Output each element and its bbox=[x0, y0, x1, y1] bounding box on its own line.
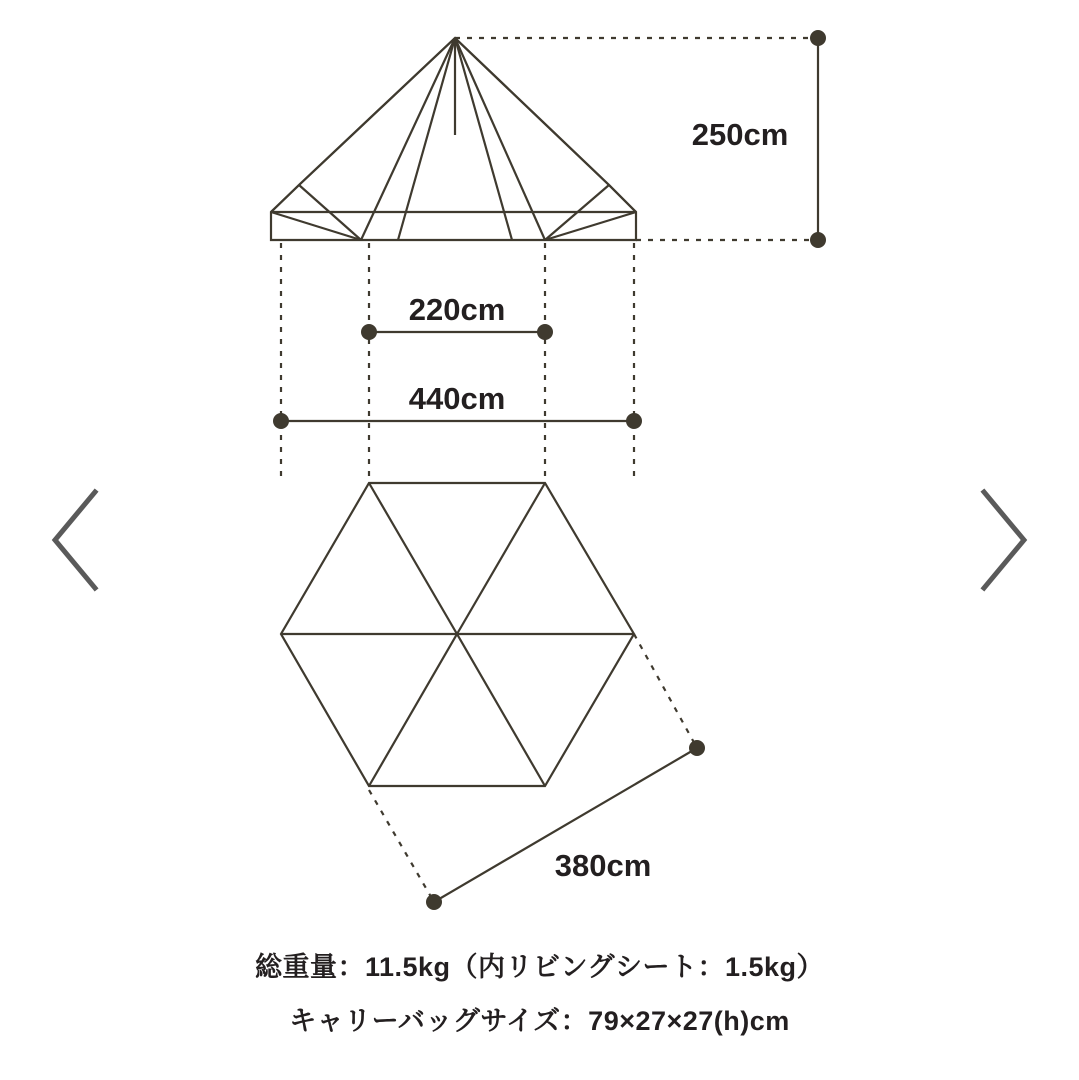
dimension-endpoint-dot bbox=[810, 30, 826, 46]
tent-floorplan-hexagon bbox=[281, 483, 634, 786]
carry-bag-size-caption: キャリーバッグサイズ：79×27×27(h)cm bbox=[289, 1006, 790, 1037]
dimension-endpoint-dot bbox=[537, 324, 553, 340]
dimension-endpoint-dot bbox=[626, 413, 642, 429]
dimension-endpoint-dot bbox=[426, 894, 442, 910]
dimension-endpoint-dot bbox=[810, 232, 826, 248]
next-image-button[interactable] bbox=[967, 480, 1037, 600]
dimension-label-380cm: 380cm bbox=[554, 848, 652, 883]
dimension-endpoint-dot bbox=[361, 324, 377, 340]
caption-block bbox=[0, 948, 1079, 1041]
tent-elevation-outline bbox=[271, 38, 636, 240]
dimension-label-250cm: 250cm bbox=[691, 117, 789, 152]
dimension-endpoint-dot bbox=[273, 413, 289, 429]
dimension-label-220cm: 220cm bbox=[408, 292, 506, 327]
previous-image-button[interactable] bbox=[42, 480, 112, 600]
chevron-left-icon bbox=[47, 486, 107, 594]
chevron-right-icon bbox=[972, 486, 1032, 594]
dimension-label-440cm: 440cm bbox=[408, 381, 506, 416]
projection-guides bbox=[281, 243, 634, 478]
dimension-endpoint-dot bbox=[689, 740, 705, 756]
total-weight-caption: 総重量：11.5kg（内リビングシート：1.5kg） bbox=[254, 952, 825, 982]
